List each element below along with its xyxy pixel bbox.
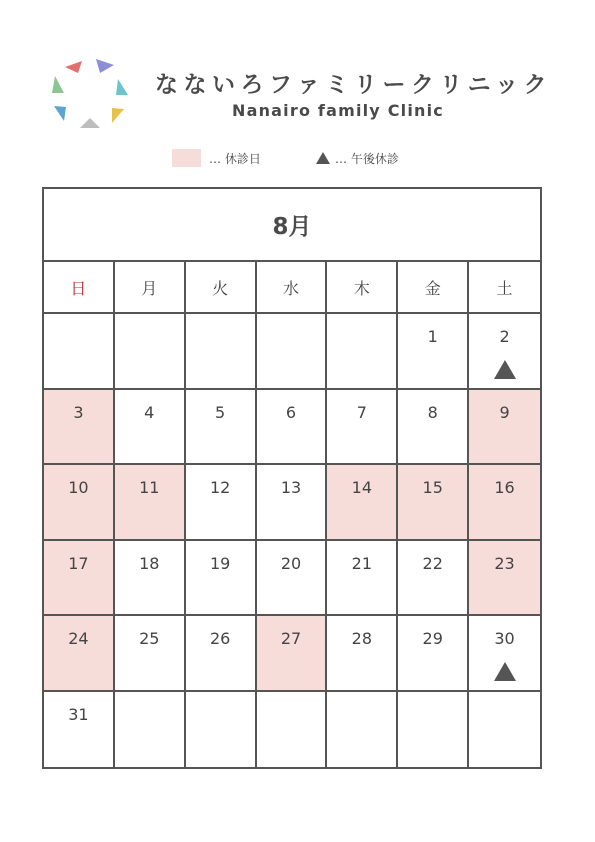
calendar-empty-cell — [44, 314, 115, 390]
weekday-sunday: 日 — [44, 262, 115, 312]
calendar-day — [186, 390, 257, 466]
day-number: 26 — [209, 629, 231, 648]
calendar-day — [469, 465, 540, 541]
calendar-empty-cell — [469, 692, 540, 768]
day-number: 3 — [73, 402, 84, 422]
day-number: 2 — [499, 327, 510, 346]
day-number: 18 — [139, 553, 160, 573]
weekday-tuesday: 火 — [186, 262, 257, 312]
calendar-day — [44, 541, 115, 617]
weekday-monday: 月 — [115, 262, 186, 312]
calendar-grid — [44, 314, 540, 767]
calendar-day — [398, 541, 469, 617]
calendar-day — [327, 390, 398, 466]
closed-day-swatch — [172, 149, 201, 167]
calendar-day — [257, 465, 328, 541]
calendar-day — [186, 616, 257, 692]
logo-triangle-blue — [54, 106, 66, 121]
month-title: 8月 — [44, 189, 540, 262]
day-number: 19 — [209, 553, 231, 573]
clinic-name-english: Nanairo family Clinic — [232, 101, 444, 120]
calendar — [42, 187, 542, 769]
calendar-day — [398, 616, 469, 692]
day-number: 7 — [356, 402, 367, 422]
day-number: 17 — [68, 553, 89, 573]
day-number: 9 — [499, 402, 510, 422]
day-number: 4 — [144, 402, 155, 422]
calendar-day — [469, 314, 540, 390]
day-number: 20 — [280, 553, 302, 573]
calendar-day — [257, 390, 328, 466]
legend-closed-day — [172, 148, 261, 168]
day-number: 12 — [209, 478, 231, 497]
calendar-day — [115, 616, 186, 692]
calendar-day — [257, 616, 328, 692]
day-number: 15 — [422, 478, 443, 497]
calendar-day — [115, 390, 186, 466]
day-number: 8 — [427, 402, 438, 422]
day-number: 23 — [494, 553, 515, 573]
calendar-day — [44, 616, 115, 692]
day-number: 25 — [139, 629, 160, 648]
logo-triangle-grey — [80, 118, 100, 128]
clinic-logo — [50, 53, 130, 131]
calendar-day — [398, 390, 469, 466]
day-number: 24 — [68, 629, 89, 648]
calendar-day — [44, 465, 115, 541]
day-number: 31 — [68, 704, 89, 724]
calendar-empty-cell — [327, 692, 398, 768]
day-number: 30 — [494, 629, 515, 648]
day-number: 21 — [351, 553, 373, 573]
triangle-icon — [316, 152, 330, 164]
calendar-empty-cell — [115, 692, 186, 768]
afternoon-closed-triangle-icon — [494, 360, 516, 379]
day-number: 14 — [351, 478, 373, 497]
day-number: 10 — [68, 478, 89, 497]
calendar-day — [44, 692, 115, 768]
day-number: 1 — [427, 327, 438, 346]
day-number: 13 — [280, 478, 302, 497]
day-number: 6 — [285, 402, 297, 422]
day-number: 11 — [139, 478, 160, 497]
clinic-name-japanese: なないろファミリークリニック — [155, 72, 553, 98]
calendar-day — [44, 390, 115, 466]
day-number: 27 — [280, 629, 302, 648]
calendar-day — [115, 541, 186, 617]
calendar-day — [186, 465, 257, 541]
calendar-day — [469, 541, 540, 617]
calendar-day — [398, 314, 469, 390]
calendar-empty-cell — [327, 314, 398, 390]
calendar-day — [327, 616, 398, 692]
logo-triangle-red — [65, 61, 82, 73]
calendar-empty-cell — [257, 314, 328, 390]
calendar-empty-cell — [115, 314, 186, 390]
weekday-thursday: 木 — [327, 262, 398, 312]
weekday-friday: 金 — [398, 262, 469, 312]
legend-afternoon-closed — [316, 148, 399, 168]
calendar-day — [115, 465, 186, 541]
day-number: 5 — [215, 402, 226, 422]
logo-triangle-purple — [96, 59, 114, 73]
calendar-day — [469, 390, 540, 466]
logo-triangle-teal — [116, 79, 128, 95]
calendar-day — [327, 541, 398, 617]
calendar-day — [257, 541, 328, 617]
calendar-empty-cell — [186, 692, 257, 768]
calendar-empty-cell — [398, 692, 469, 768]
day-number: 28 — [351, 629, 373, 648]
day-number: 22 — [422, 553, 443, 573]
logo-triangle-yellow — [112, 108, 124, 123]
afternoon-closed-triangle-icon — [494, 662, 516, 681]
calendar-day — [398, 465, 469, 541]
legend-afternoon-label: … 午後休診 — [335, 151, 399, 166]
legend-closed-label: … 休診日 — [209, 151, 261, 166]
calendar-day — [186, 541, 257, 617]
weekday-saturday: 土 — [496, 278, 513, 298]
logo-triangle-green — [52, 76, 64, 93]
day-number: 29 — [422, 629, 443, 648]
calendar-empty-cell — [186, 314, 257, 390]
calendar-day — [469, 616, 540, 692]
weekday-header — [44, 262, 540, 314]
day-number: 16 — [494, 478, 515, 497]
calendar-empty-cell — [257, 692, 328, 768]
calendar-day — [327, 465, 398, 541]
weekday-wednesday: 水 — [257, 262, 328, 312]
